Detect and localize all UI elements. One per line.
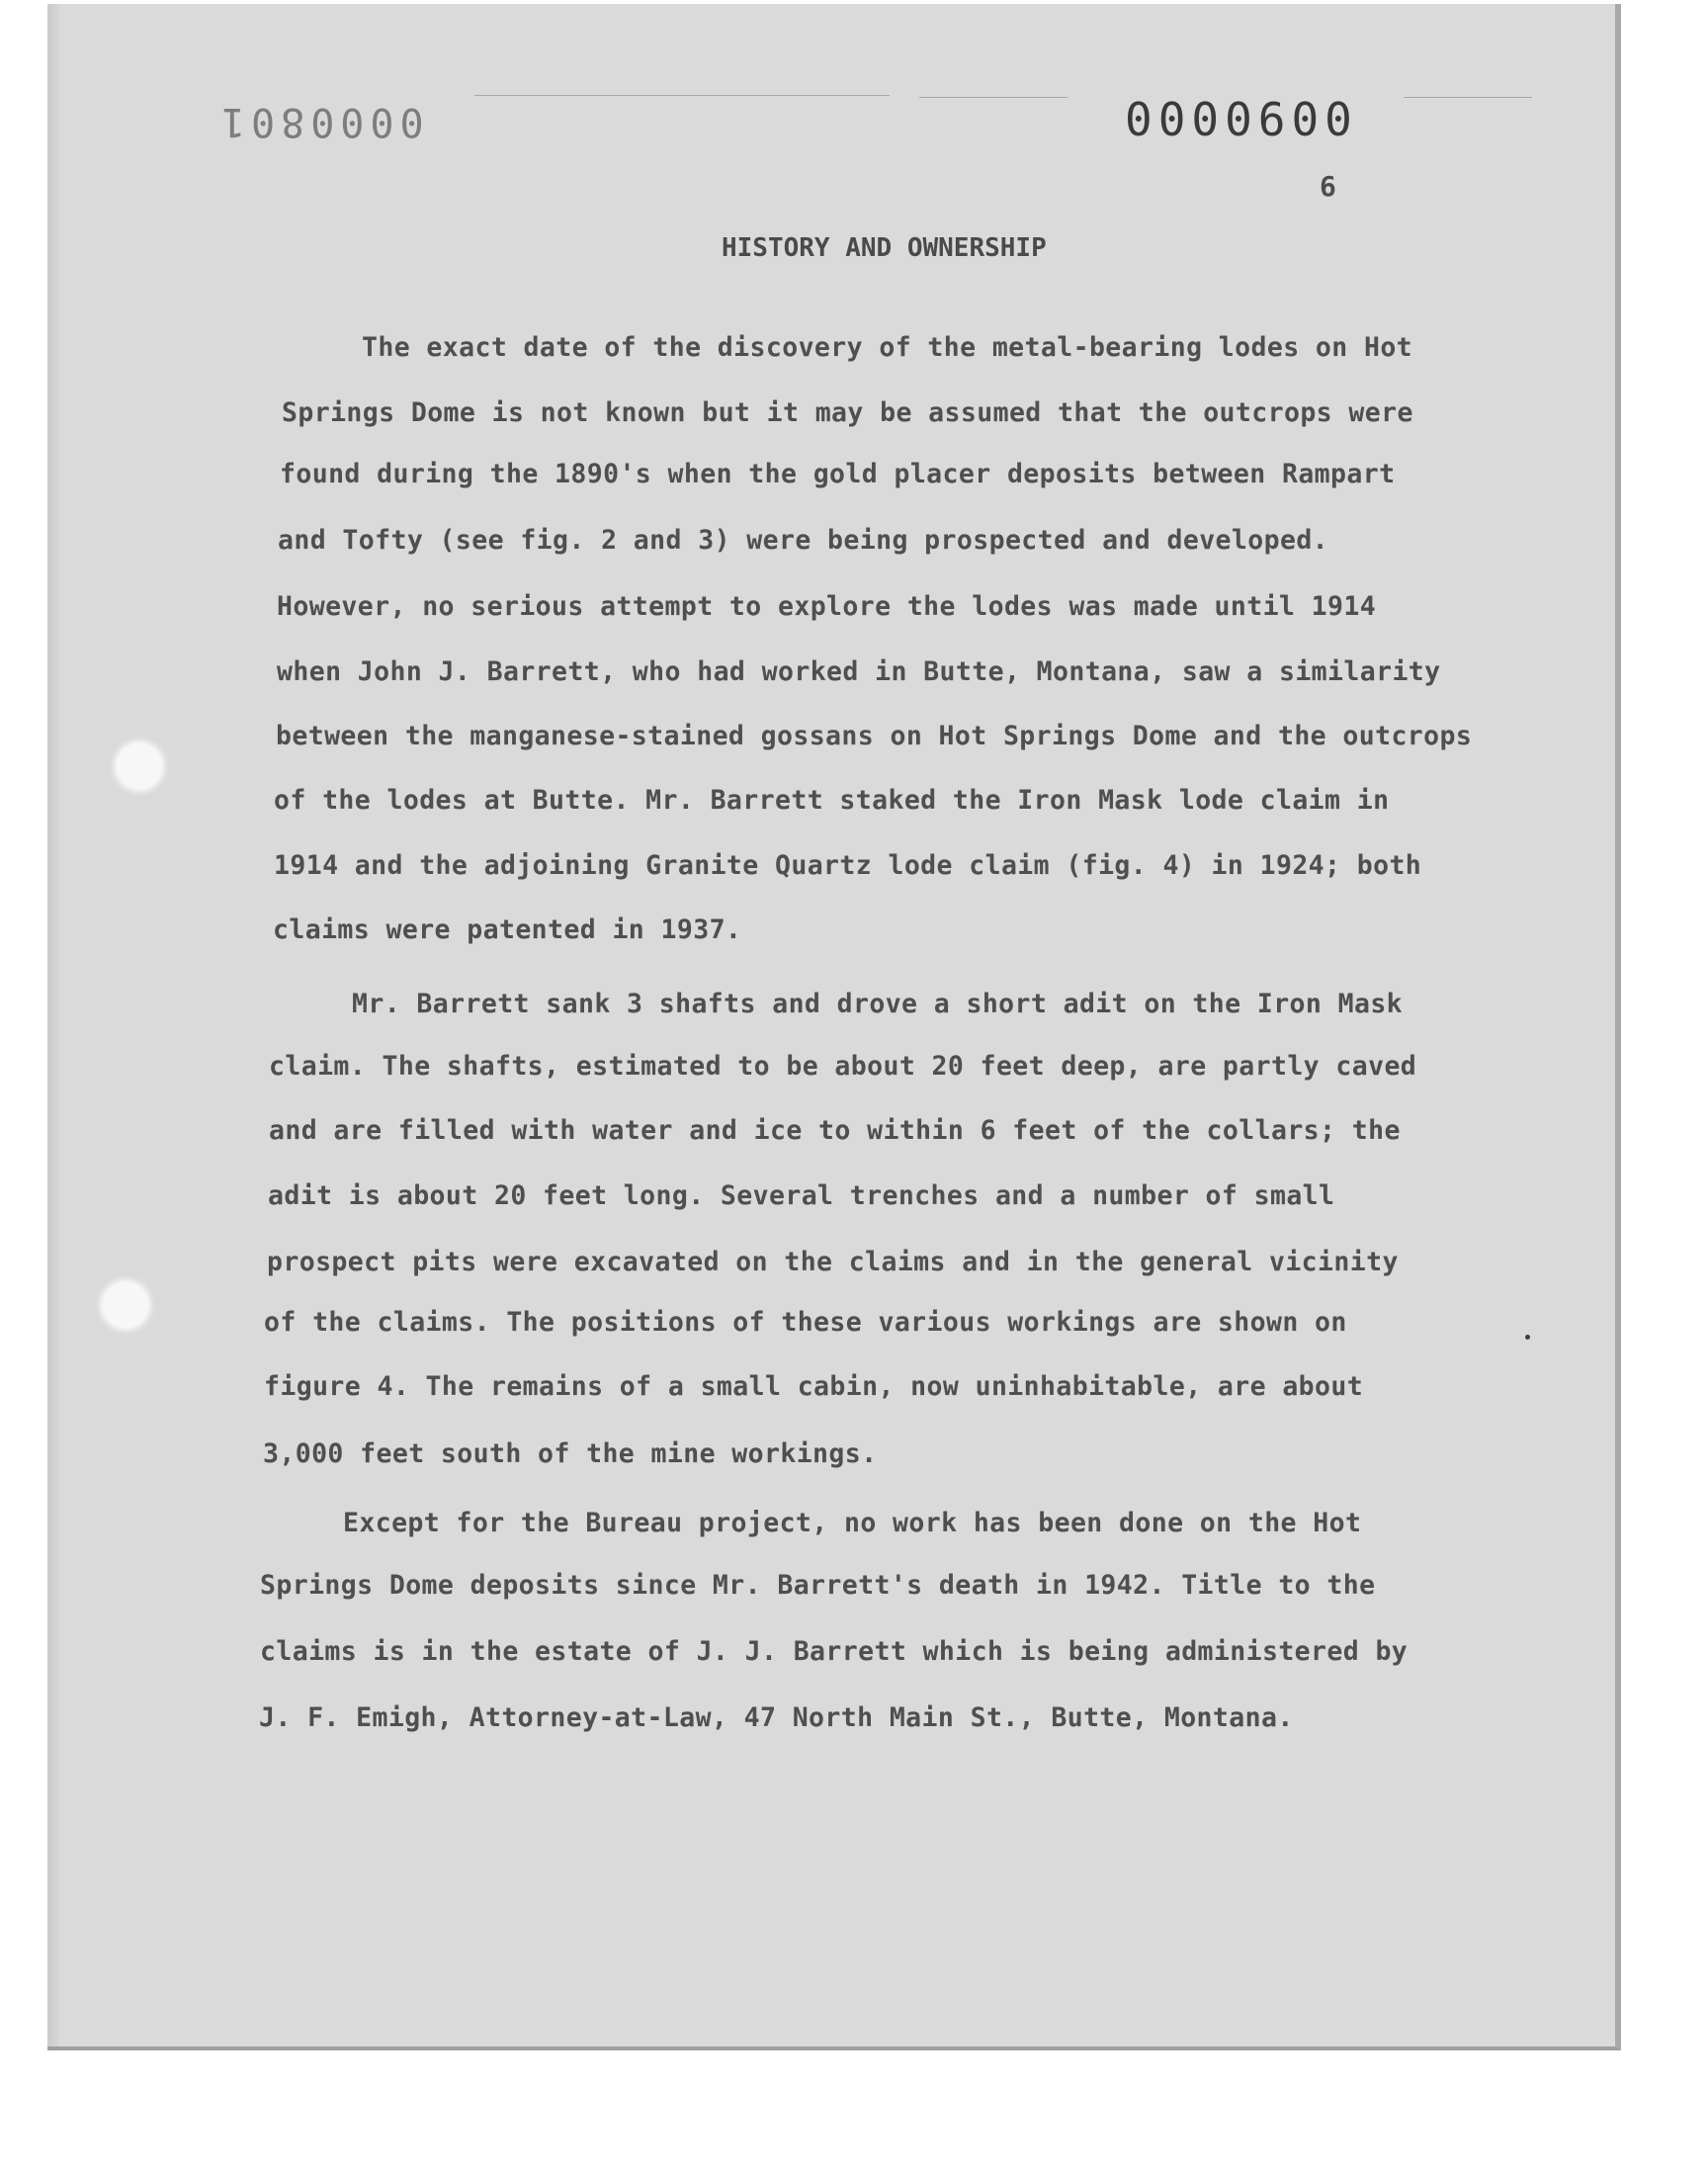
- text-line: Except for the Bureau project, no work has been done on the Hot: [343, 1508, 1362, 1538]
- section-heading: HISTORY AND OWNERSHIP: [722, 233, 1047, 263]
- text-line: figure 4. The remains of a small cabin, now uninhabitable, are about: [264, 1371, 1364, 1402]
- text-line: claims were patented in 1937.: [273, 914, 742, 945]
- text-line: However, no serious attempt to explore the lodes was made until 1914: [277, 591, 1377, 622]
- text-line: claims is in the estate of J. J. Barrett which is being administered by: [260, 1636, 1409, 1667]
- page-number: 6: [1320, 170, 1336, 203]
- top-rule-right: [1404, 97, 1532, 98]
- text-line: and are filled with water and ice to within 6 feet of the collars; the: [269, 1115, 1401, 1146]
- text-line: and Tofty (see fig. 2 and 3) were being prospected and developed.: [278, 525, 1329, 556]
- page-edge-shadow: [47, 4, 61, 2046]
- text-line: The exact date of the discovery of the metal-bearing lodes on Hot: [362, 332, 1413, 363]
- text-line: when John J. Barrett, who had worked in Butte, Montana, saw a similarity: [277, 656, 1441, 687]
- text-line: adit is about 20 feet long. Several trenches and a number of small: [268, 1180, 1335, 1211]
- text-line: prospect pits were excavated on the claims and in the general vicinity: [267, 1247, 1399, 1277]
- text-line: 1914 and the adjoining Granite Quartz lode claim (fig. 4) in 1924; both: [274, 850, 1422, 881]
- scan-speck: [1525, 1335, 1530, 1340]
- text-line: 3,000 feet south of the mine workings.: [263, 1438, 878, 1469]
- top-rule-left: [474, 95, 890, 96]
- punch-hole-lower: [103, 1282, 148, 1328]
- punch-hole-upper: [117, 743, 162, 789]
- text-line: claim. The shafts, estimated to be about 20 feet deep, are partly caved: [269, 1051, 1417, 1082]
- text-line: J. F. Emigh, Attorney-at-Law, 47 North Main St., Butte, Montana.: [259, 1702, 1294, 1733]
- document-page: [47, 4, 1621, 2050]
- text-line: Springs Dome deposits since Mr. Barrett's death in 1942. Title to the: [260, 1570, 1376, 1601]
- text-line: of the claims. The positions of these various workings are shown on: [264, 1307, 1347, 1338]
- text-line: of the lodes at Butte. Mr. Barrett staked the Iron Mask lode claim in: [274, 785, 1390, 816]
- text-line: found during the 1890's when the gold placer deposits between Rampart: [280, 459, 1396, 489]
- text-line: Mr. Barrett sank 3 shafts and drove a short adit on the Iron Mask: [352, 989, 1404, 1019]
- inverted-page-stamp: 0000801: [215, 99, 424, 144]
- text-line: between the manganese-stained gossans on Hot Springs Dome and the outcrops: [276, 721, 1473, 751]
- top-rule-mid: [919, 97, 1068, 98]
- text-line: Springs Dome is not known but it may be assumed that the outcrops were: [282, 397, 1413, 428]
- page-stamp: 0000600: [1125, 93, 1358, 146]
